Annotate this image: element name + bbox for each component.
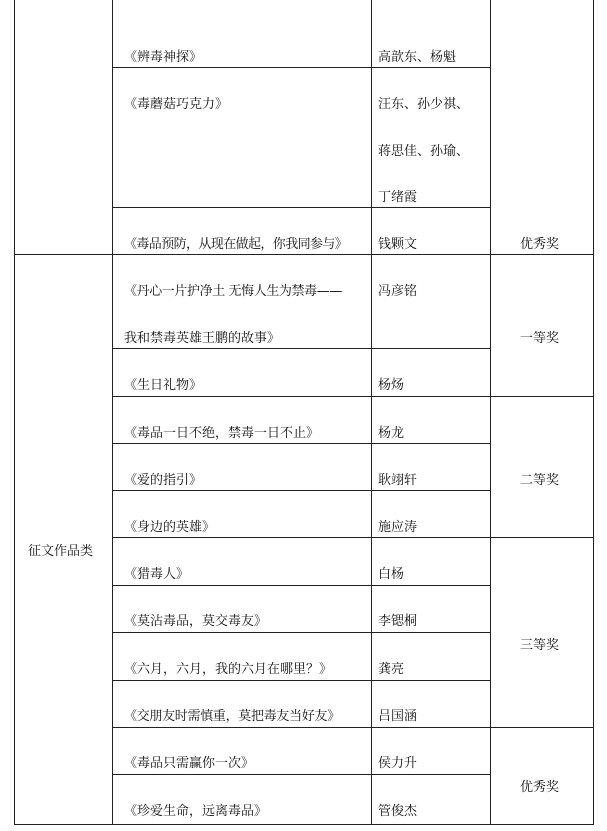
row-divider [112,490,491,491]
entry-title: 《猎毒人》 [124,567,190,582]
entry-author: 钱颗文 [378,237,418,252]
award-group-divider [112,727,594,728]
entry-author: 侯力升 [378,756,418,771]
entry-title: 《毒品一日不绝，禁毒一日不止》 [124,426,320,441]
row-divider [112,632,491,633]
entry-author: 李锶桐 [378,614,418,629]
award-label: 优秀奖 [520,780,560,795]
table-border-left [14,0,15,825]
entry-author: 白杨 [378,567,405,582]
award-table [14,0,594,825]
entry-author: 管俊杰 [378,804,418,819]
entry-author: 高歆东、杨魁 [378,50,457,65]
entry-title: 我和禁毒英雄王鹏的故事》 [124,331,281,346]
award-label: 三等奖 [520,638,560,653]
table-border-right [593,0,594,825]
entry-title: 《六月，六月，我的六月在哪里？》 [124,662,333,677]
entry-author: 耿翊轩 [378,473,418,488]
award-label: 优秀奖 [520,237,560,252]
entry-title: 《生日礼物》 [124,378,203,393]
column-divider-author [371,0,372,825]
entry-title: 《珍爱生命，远离毒品》 [124,804,268,819]
entry-title: 《莫沾毒品，莫交毒友》 [124,614,268,629]
entry-title: 《交朋友时需慎重，莫把毒友当好友》 [124,709,340,724]
award-label: 一等奖 [520,331,560,346]
entry-title: 《爱的指引》 [124,473,203,488]
entry-author: 杨龙 [378,426,405,441]
entry-title: 《身边的英雄》 [124,520,216,535]
entry-author: 冯彦铭 [378,284,418,299]
row-divider [112,67,491,68]
entry-author: 龚亮 [378,662,405,677]
entry-title: 《辨毒神探》 [124,50,203,65]
entry-author: 蒋思佳、孙瑜、 [378,144,470,159]
row-divider [112,680,491,681]
entry-title: 《丹心一片护净土 无悔人生为禁毒—— [124,284,342,299]
row-divider [112,774,491,775]
award-label: 二等奖 [520,473,560,488]
row-divider [112,443,491,444]
entry-author: 杨炀 [378,378,405,393]
award-group-divider [112,396,594,397]
row-divider [112,585,491,586]
table-border-bottom [14,824,594,825]
entry-author: 汪东、孙少祺、 [378,97,470,112]
row-divider [112,348,491,349]
entry-author: 吕国涵 [378,709,418,724]
column-divider-title [112,0,113,825]
entry-author: 施应涛 [378,520,418,535]
category-label: 征文作品类 [28,544,94,559]
entry-title: 《毒蘑菇巧克力》 [124,97,229,112]
section-divider [14,254,594,255]
row-divider [112,207,491,208]
entry-title: 《毒品预防，从现在做起，你我同参与》 [124,237,348,252]
entry-author: 丁绪霞 [378,190,418,205]
column-divider-award [490,0,491,825]
award-group-divider [112,537,594,538]
entry-title: 《毒品只需赢你一次》 [124,756,255,771]
